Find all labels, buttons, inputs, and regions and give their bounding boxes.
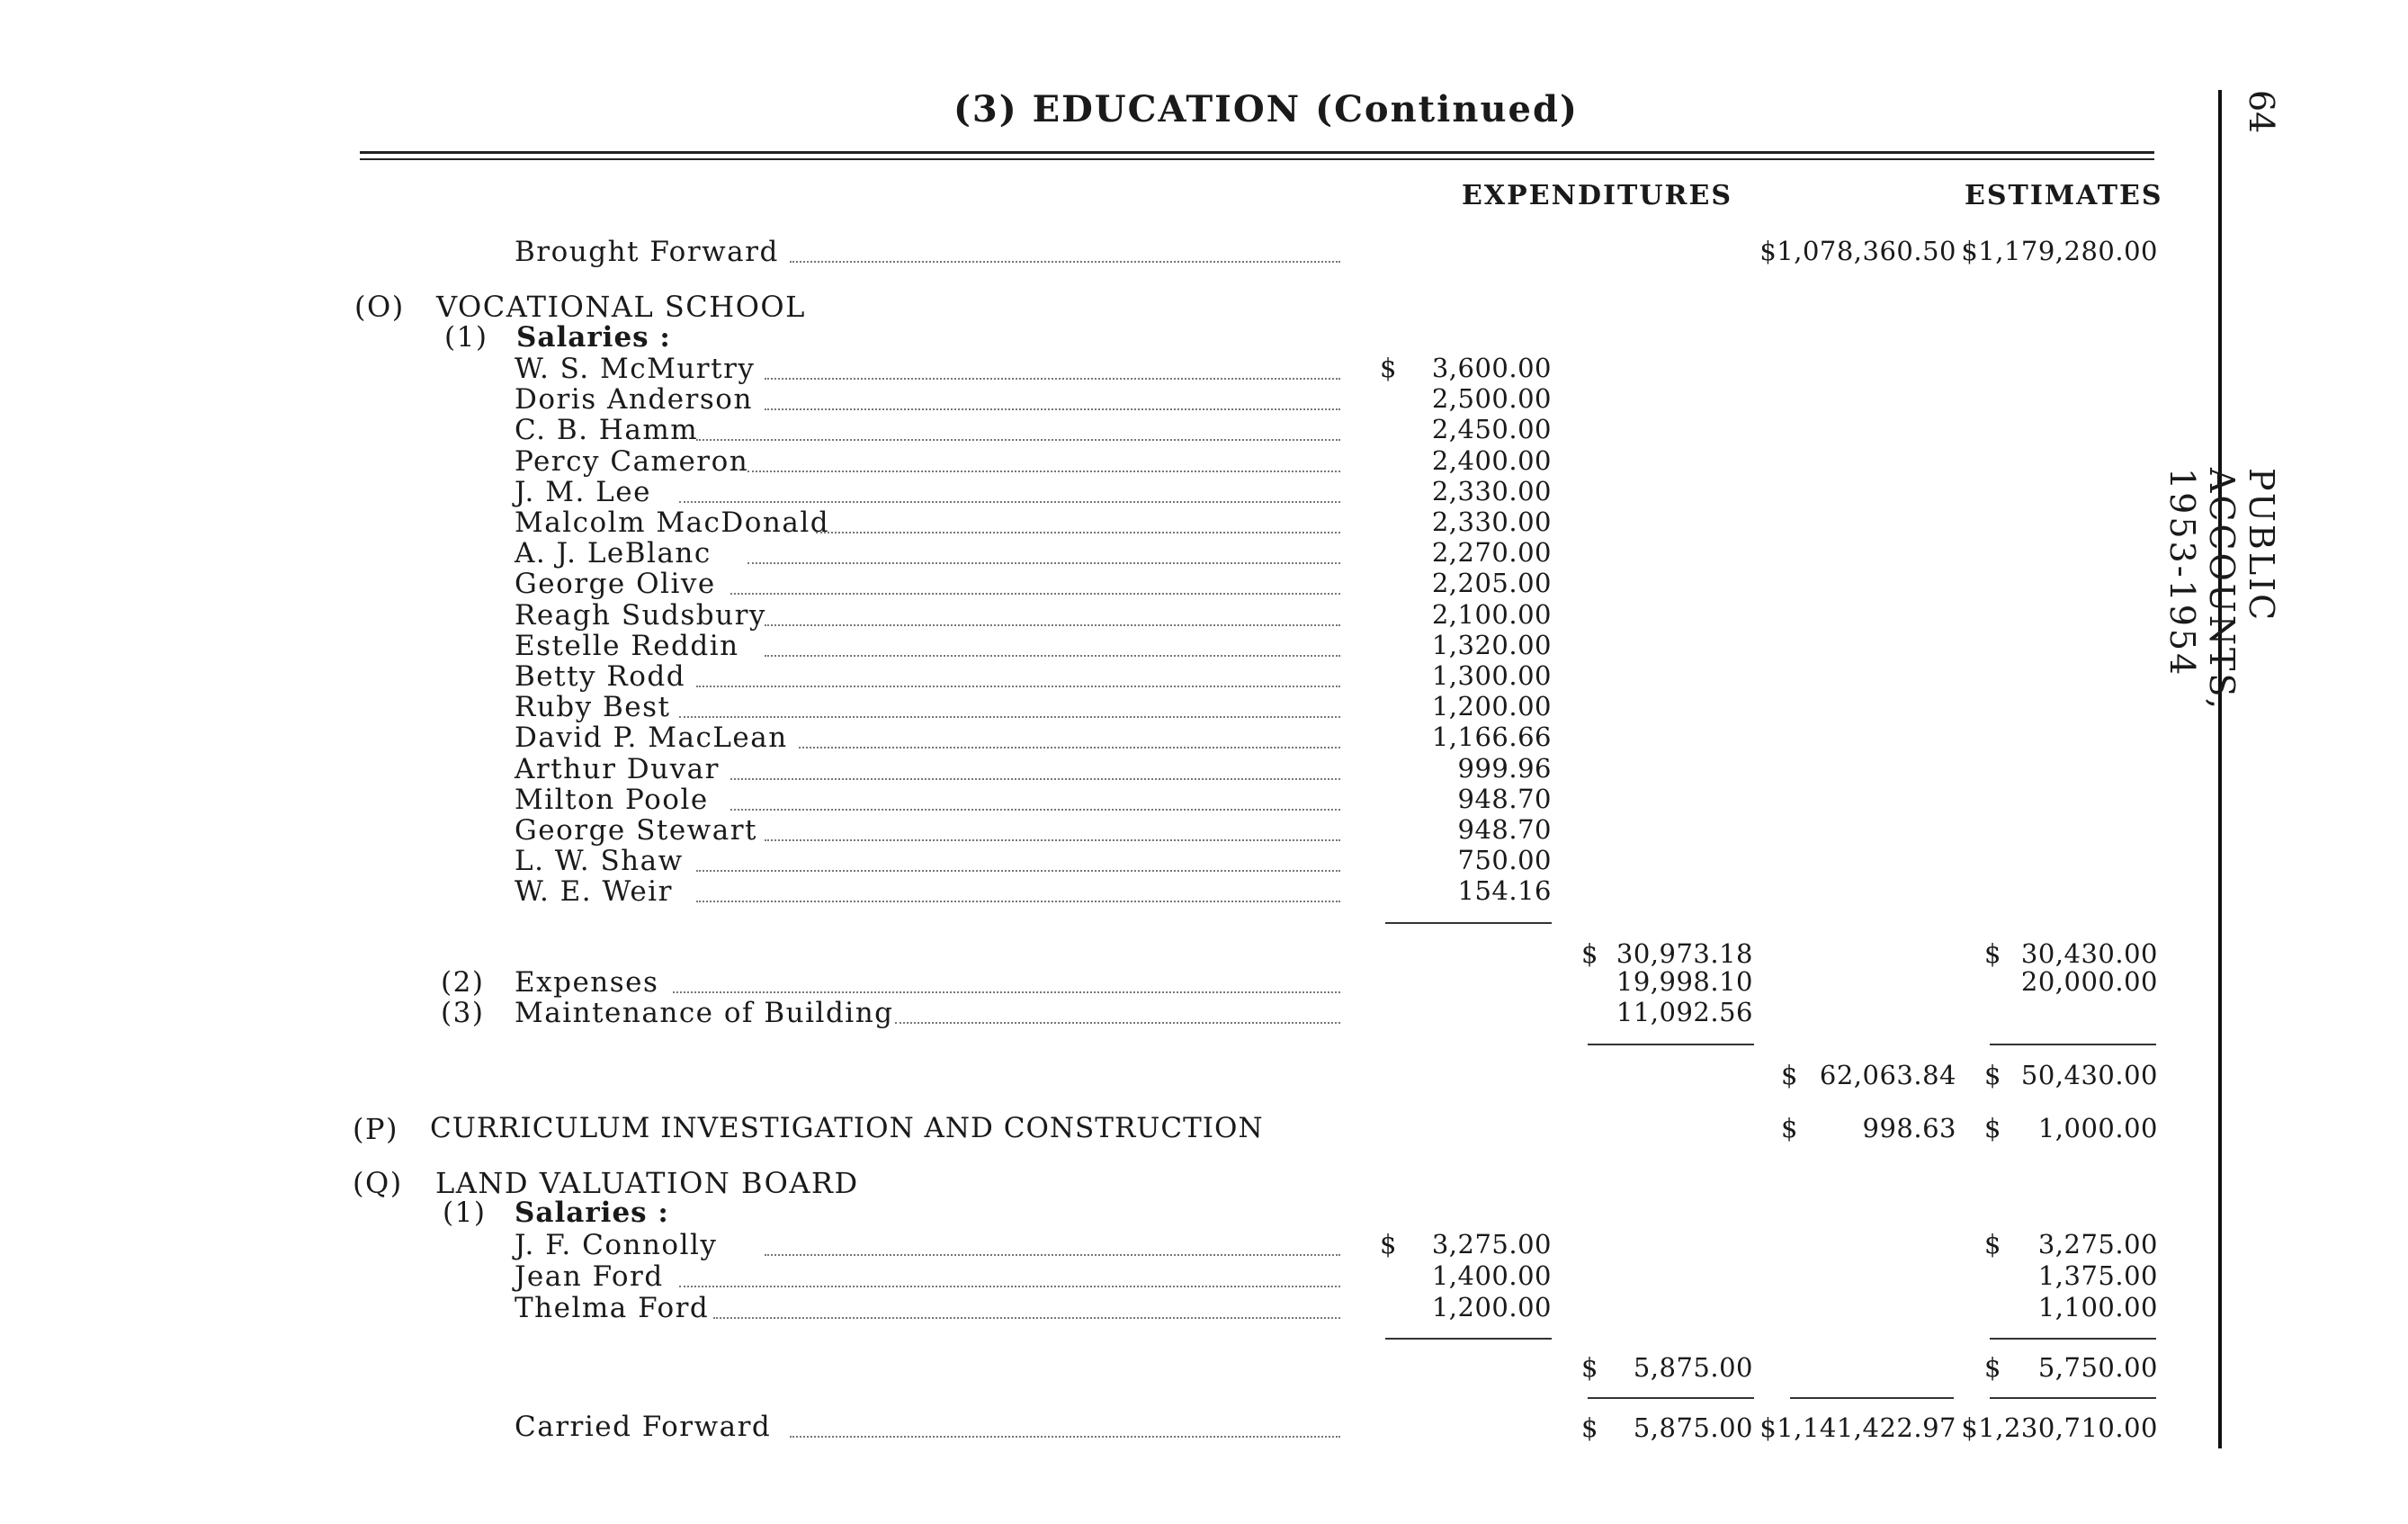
salary-amount: 948.70 (1457, 784, 1552, 814)
estimate-sum-line (1990, 1338, 2156, 1340)
salary-name: David P. MacLean (515, 722, 788, 754)
dollar-sign: $ (1984, 1352, 2001, 1383)
salary-name: George Olive (515, 568, 716, 600)
leader-dots (679, 1286, 1340, 1287)
carried-sum-line (1790, 1397, 1954, 1399)
salary-amount: 2,205.00 (1431, 568, 1552, 598)
running-title: PUBLIC ACCOUNTS, 1953-1954 (2162, 468, 2281, 713)
leader-dots (765, 408, 1340, 410)
section-o-letter: (O) (354, 290, 405, 324)
salary-name: J. F. Connolly (515, 1229, 718, 1261)
salary-name: Betty Rodd (515, 660, 686, 693)
salary-amount: 3,275.00 (1431, 1229, 1552, 1260)
salary-name: Doris Anderson (515, 383, 753, 416)
salary-amount: 2,270.00 (1431, 537, 1552, 568)
dollar-sign: $ (1984, 1113, 2001, 1143)
leader-dots (730, 593, 1340, 595)
leader-dots (696, 870, 1340, 872)
subtotal-sum-line (1588, 1044, 1754, 1045)
estimate-sum-line (1990, 1044, 2156, 1045)
section-o-maintenance-label: Maintenance of Building (515, 997, 894, 1029)
dollar-sign: $ (1380, 353, 1397, 383)
leader-dots (713, 1317, 1340, 1319)
column-header-estimates: ESTIMATES (1965, 180, 2163, 211)
leader-dots (765, 378, 1340, 380)
brought-forward-estimate: $1,179,280.00 (1961, 236, 2158, 266)
dollar-sign: $ (1984, 1229, 2001, 1260)
salary-amount: 2,500.00 (1431, 383, 1552, 414)
salary-name: Arthur Duvar (515, 753, 720, 785)
salary-name: Milton Poole (515, 784, 709, 816)
salary-name: George Stewart (515, 814, 757, 847)
leader-dots (799, 747, 1340, 749)
section-q-subtotal-estimate: 5,750.00 (2037, 1352, 2158, 1383)
salary-name: J. M. Lee (515, 476, 651, 508)
section-o-title: VOCATIONAL SCHOOL (436, 290, 806, 324)
salary-sum-line (1385, 1338, 1552, 1340)
leader-dots (696, 686, 1340, 687)
section-o-estimate-total: 50,430.00 (2020, 1060, 2158, 1090)
leader-dots (696, 439, 1340, 441)
salary-amount: 2,330.00 (1431, 476, 1552, 507)
salary-amount: 3,600.00 (1431, 353, 1552, 383)
salary-amount: 154.16 (1457, 875, 1552, 906)
carried-forward-expenditure: $1,141,422.97 (1759, 1412, 1956, 1443)
leader-dots (765, 1254, 1340, 1256)
salary-amount: 1,320.00 (1431, 630, 1552, 660)
dollar-sign: $ (1581, 938, 1598, 969)
leader-dots (790, 261, 1340, 263)
salary-name: Estelle Reddin (515, 630, 739, 662)
section-p-title: CURRICULUM INVESTIGATION AND CONSTRUCTION (430, 1112, 1264, 1144)
carried-sum-line (1990, 1397, 2156, 1399)
margin-rule (2218, 90, 2222, 1448)
leader-dots (747, 471, 1340, 472)
dollar-sign: $ (1781, 1060, 1798, 1090)
section-q-letter: (Q) (353, 1166, 403, 1200)
dollar-sign: $ (1581, 1412, 1598, 1443)
salary-amount: 1,166.66 (1431, 722, 1552, 752)
salary-name: C. B. Hamm (515, 414, 699, 446)
section-q-subtotal: 5,875.00 (1633, 1352, 1753, 1383)
leader-dots (679, 716, 1340, 718)
salary-amount: 1,300.00 (1431, 660, 1552, 691)
leader-dots (747, 562, 1340, 564)
salary-amount: 1,200.00 (1431, 1292, 1552, 1322)
salary-amount: 2,400.00 (1431, 445, 1552, 476)
salary-name: L. W. Shaw (515, 845, 684, 877)
dollar-sign: $ (1984, 938, 2001, 969)
dollar-sign: $ (1380, 1229, 1397, 1260)
leader-dots (765, 624, 1340, 626)
salary-amount: 1,400.00 (1431, 1260, 1552, 1291)
dollar-sign: $ (1781, 1113, 1798, 1143)
brought-forward-expenditure: $1,078,360.50 (1759, 236, 1956, 266)
leader-dots (730, 809, 1340, 811)
column-header-expenditures: EXPENDITURES (1462, 180, 1732, 211)
salary-estimate: 1,375.00 (2037, 1260, 2158, 1291)
section-o-expenses-amount: 19,998.10 (1616, 966, 1753, 997)
section-o-salaries-num: (1) (444, 321, 488, 354)
carried-sum-line (1588, 1397, 1754, 1399)
dollar-sign: $ (1984, 1060, 2001, 1090)
leader-dots (816, 532, 1340, 533)
section-o-maintenance-num: (3) (441, 997, 485, 1029)
section-o-maintenance-amount: 11,092.56 (1616, 997, 1753, 1027)
carried-forward-estimate: $1,230,710.00 (1961, 1412, 2158, 1443)
leader-dots (765, 655, 1340, 657)
section-o-salaries-estimate: 30,430.00 (2020, 938, 2158, 969)
salary-amount: 2,450.00 (1431, 414, 1552, 444)
section-o-salaries-label: Salaries : (516, 321, 671, 354)
section-o-salaries-subtotal: 30,973.18 (1616, 938, 1753, 969)
dollar-sign: $ (1581, 1352, 1598, 1383)
salary-amount: 2,330.00 (1431, 507, 1552, 537)
section-o-expenses-num: (2) (441, 966, 485, 999)
section-q-salaries-label: Salaries : (515, 1197, 669, 1229)
section-p-letter: (P) (353, 1112, 398, 1146)
section-o-expenses-label: Expenses (515, 966, 659, 999)
salary-amount: 999.96 (1457, 753, 1552, 784)
header-rule-top (360, 151, 2154, 154)
salary-amount: 750.00 (1457, 845, 1552, 875)
leader-dots (730, 778, 1340, 780)
header-rule-bottom (360, 158, 2154, 160)
salary-name: W. S. McMurtry (515, 353, 756, 385)
section-p-estimate: 1,000.00 (2037, 1113, 2158, 1143)
salary-name: Percy Cameron (515, 445, 749, 478)
salary-name: Malcolm MacDonald (515, 507, 830, 539)
section-q-salaries-num: (1) (443, 1197, 487, 1229)
leader-dots (895, 1022, 1340, 1024)
salary-name: A. J. LeBlanc (515, 537, 712, 569)
section-p-total: 998.63 (1862, 1113, 1956, 1143)
section-o-expenses-estimate: 20,000.00 (2020, 966, 2158, 997)
salary-estimate: 1,100.00 (2037, 1292, 2158, 1322)
brought-forward-label: Brought Forward (515, 236, 779, 268)
leader-dots (696, 901, 1340, 902)
salary-name: Thelma Ford (515, 1292, 710, 1324)
salary-name: Reagh Sudsbury (515, 599, 766, 632)
leader-dots (765, 839, 1340, 841)
salary-name: Ruby Best (515, 691, 671, 723)
salary-name: W. E. Weir (515, 875, 673, 908)
page-number: 64 (2242, 90, 2281, 134)
carried-forward-subtotal: 5,875.00 (1633, 1412, 1753, 1443)
leader-dots (679, 501, 1340, 503)
leader-dots (790, 1436, 1340, 1438)
salary-estimate: 3,275.00 (2037, 1229, 2158, 1260)
section-o-total: 62,063.84 (1819, 1060, 1956, 1090)
salary-amount: 2,100.00 (1431, 599, 1552, 630)
carried-forward-label: Carried Forward (515, 1411, 772, 1443)
salary-sum-line (1385, 922, 1552, 924)
salary-amount: 1,200.00 (1431, 691, 1552, 722)
section-q-title: LAND VALUATION BOARD (435, 1166, 859, 1200)
leader-dots (673, 991, 1340, 993)
salary-name: Jean Ford (515, 1260, 664, 1293)
salary-amount: 948.70 (1457, 814, 1552, 845)
page-title: (3) EDUCATION (Continued) (953, 88, 1579, 130)
